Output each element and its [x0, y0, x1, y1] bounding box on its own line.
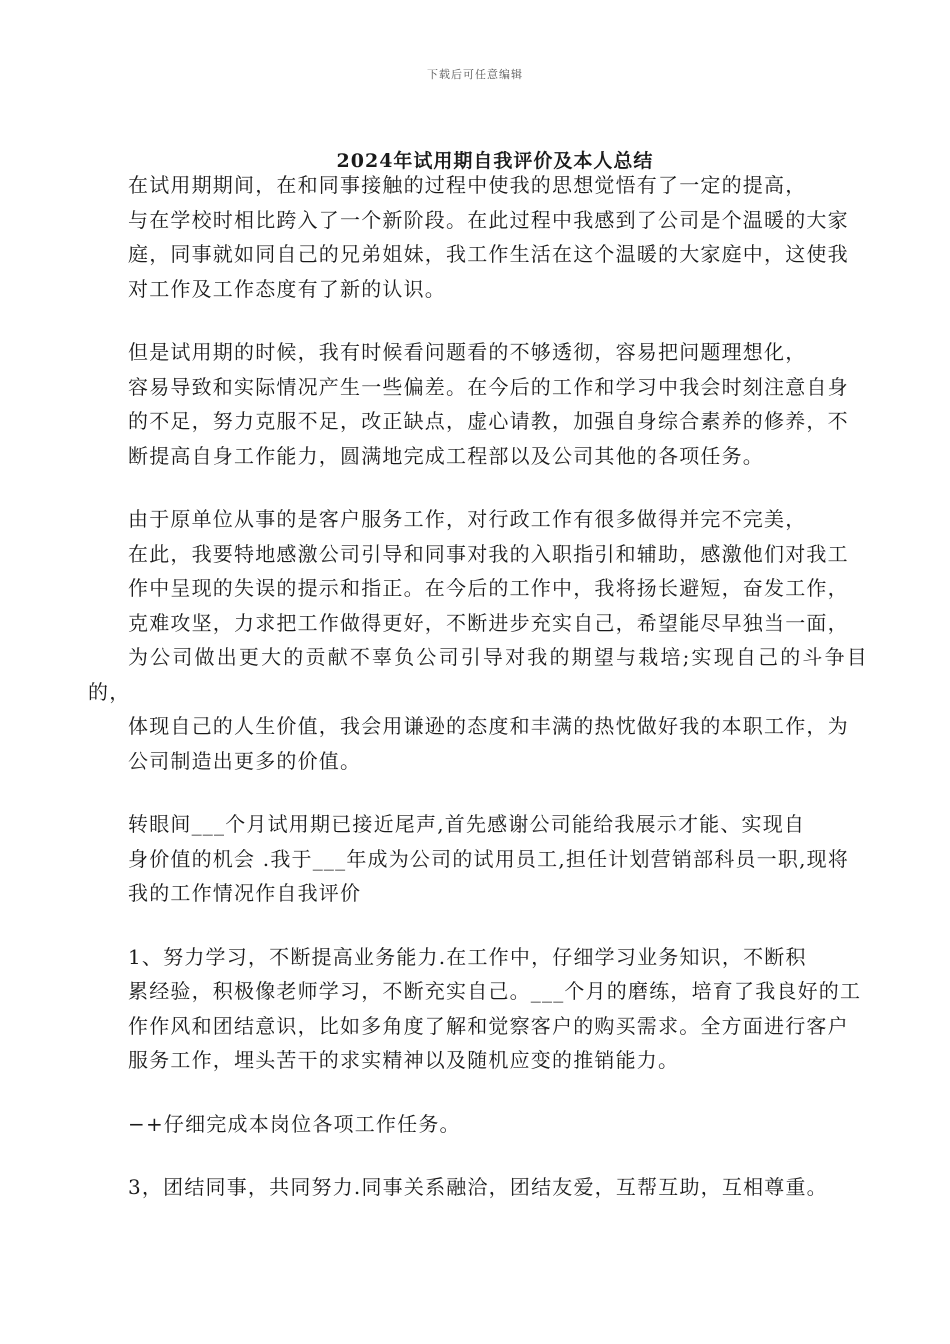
paragraph-line: 服务工作，埋头苦干的求实精神以及随机应变的推销能力。 [128, 1048, 680, 1072]
paragraph-line: 我的工作情况作自我评价 [128, 881, 362, 905]
paragraph-line: 作中呈现的失误的提示和指正。在今后的工作中，我将扬长避短，奋发工作， [128, 576, 849, 600]
paragraph-line: 3，团结同事，共同努力.同事关系融洽，团结友爱，互帮互助，互相尊重。 [128, 1175, 828, 1199]
paragraph-6 [88, 1107, 868, 1142]
paragraph-line: 为公司做出更大的贡献不辜负公司引导对我的期望与栽培;实现自己的斗争目的， [88, 645, 868, 704]
paragraph-line: 累经验，积极像老师学习，不断充实自己。___个月的磨练，培育了我良好的工 [128, 979, 862, 1003]
document-body [88, 168, 868, 1234]
paragraph-5 [88, 940, 868, 1078]
paragraph-line: 但是试用期的时候，我有时候看问题看的不够透彻，容易把问题理想化， [128, 340, 807, 364]
paragraph-line: 作作风和团结意识，比如多角度了解和觉察客户的购买需求。全方面进行客户 [128, 1013, 849, 1038]
paragraph-line: 的不足，努力克服不足，改正缺点，虚心请教，加强自身综合素养的修养，不 [128, 409, 849, 433]
paragraph-line: 公司制造出更多的价值。 [128, 748, 362, 773]
paragraph-2 [88, 335, 868, 473]
paragraph-line: 断提高自身工作能力，圆满地完成工程部以及公司其他的各项任务。 [128, 443, 764, 468]
paragraph-line: 在试用期期间，在和同事接触的过程中使我的思想觉悟有了一定的提高， [128, 173, 807, 197]
paragraph-line: −+仔细完成本岗位各项工作任务。 [128, 1111, 461, 1136]
paragraph-line: 体现自己的人生价值，我会用谦逊的态度和丰满的热忱做好我的本职工作，为 [128, 714, 849, 738]
paragraph-4 [88, 807, 868, 911]
paragraph-line: 在此，我要特地感激公司引导和同事对我的入职指引和辅助，感激他们对我工 [128, 541, 849, 566]
paragraph-line: 与在学校时相比跨入了一个新阶段。在此过程中我感到了公司是个温暖的大家 [128, 207, 849, 232]
paragraph-line: 身价值的机会 .我于___年成为公司的试用员工,担任计划营销部科员一职,现将 [128, 846, 850, 871]
paragraph-line: 克难攻坚，力求把工作做得更好，不断进步充实自己，希望能尽早独当一面， [128, 610, 849, 635]
document-title: 2024年试用期自我评价及本人总结 [336, 150, 654, 172]
paragraph-3 [88, 502, 868, 778]
paragraph-line: 庭，同事就如同自己的兄弟姐妹，我工作生活在这个温暖的大家庭中，这使我 [128, 242, 849, 266]
paragraph-line: 由于原单位从事的是客户服务工作，对行政工作有很多做得并完不完美， [128, 507, 807, 531]
paragraph-7 [88, 1170, 868, 1205]
paragraph-line: 转眼间___个月试用期已接近尾声,首先感谢公司能给我展示才能、实现自 [128, 812, 806, 836]
paragraph-line: 容易导致和实际情况产生一些偏差。在今后的工作和学习中我会时刻注意自身 [128, 374, 849, 399]
paragraph-line: 1、努力学习，不断提高业务能力.在工作中，仔细学习业务知识，不断积 [128, 944, 807, 969]
paragraph-1 [88, 168, 868, 306]
header-note: 下载后可任意编辑 [427, 68, 523, 81]
paragraph-line: 对工作及工作态度有了新的认识。 [128, 276, 446, 301]
